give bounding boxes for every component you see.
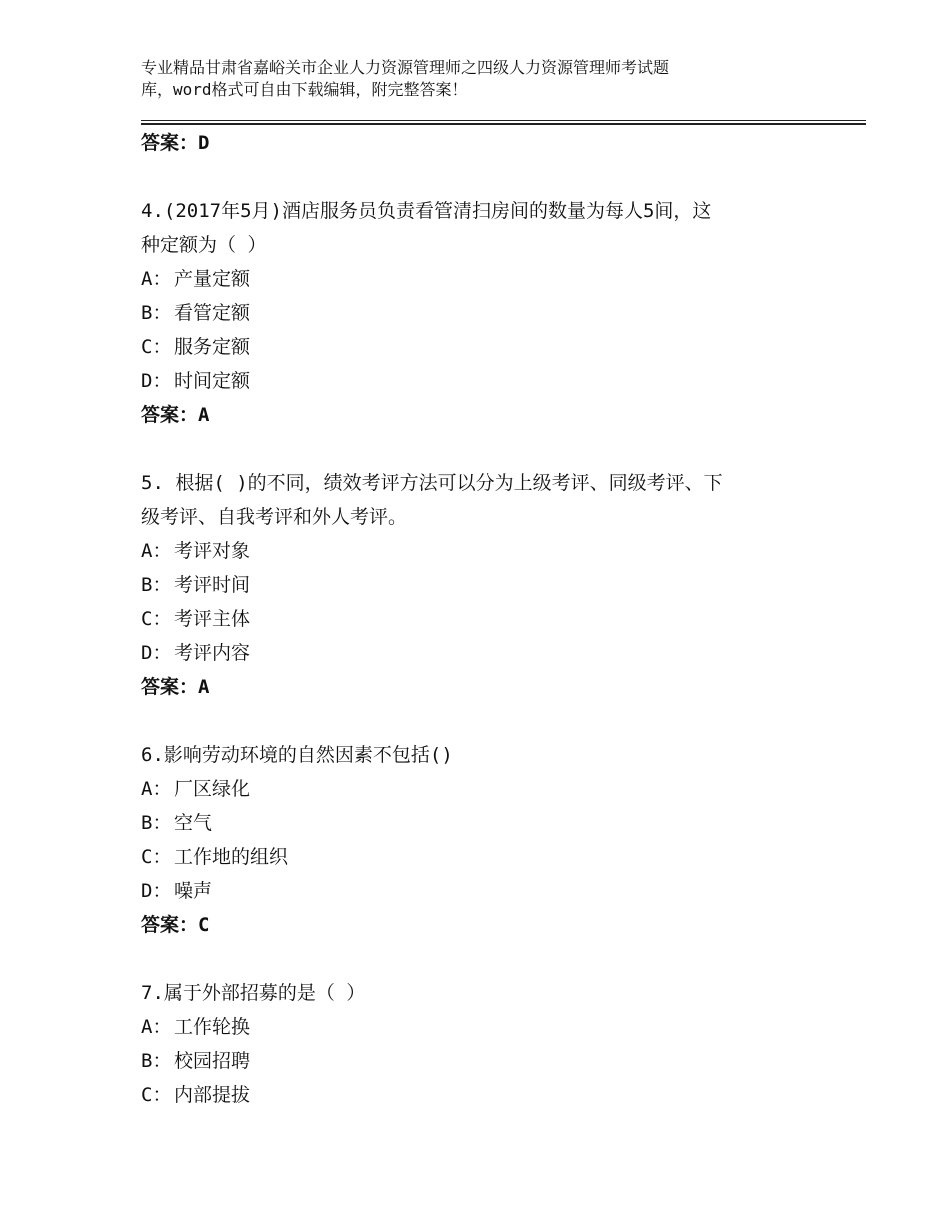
question-stem-line: 级考评、自我考评和外人考评。 xyxy=(141,506,408,528)
question-block xyxy=(141,738,841,942)
option-text: 时间定额 xyxy=(174,370,251,392)
option-line xyxy=(141,636,841,670)
option-line xyxy=(141,602,841,636)
option-line xyxy=(141,364,841,398)
answer-line: 答案：A xyxy=(141,676,210,698)
question-gap xyxy=(141,432,841,466)
header-line-2: 库，word格式可自由下载编辑，附完整答案！ xyxy=(141,80,468,99)
option-text: 工作地的组织 xyxy=(174,846,289,868)
option-line xyxy=(141,568,841,602)
option-key: A： xyxy=(141,1016,172,1038)
question-block xyxy=(141,194,841,432)
option-key: C： xyxy=(141,1084,172,1106)
question-block xyxy=(141,466,841,704)
option-text: 空气 xyxy=(174,812,213,834)
option-key: B： xyxy=(141,302,172,324)
answer-line: 答案：A xyxy=(141,404,210,426)
header-line-1: 专业精品甘肃省嘉峪关市企业人力资源管理师之四级人力资源管理师考试题 xyxy=(141,58,670,77)
question-gap xyxy=(141,942,841,976)
option-text: 厂区绿化 xyxy=(174,778,251,800)
option-line xyxy=(141,772,841,806)
option-line xyxy=(141,840,841,874)
question-stem-line: 6.影响劳动环境的自然因素不包括() xyxy=(141,744,453,766)
question-stem-line: 种定额为（ ） xyxy=(141,234,267,256)
option-text: 工作轮换 xyxy=(174,1016,251,1038)
option-key: D： xyxy=(141,880,172,902)
document-header xyxy=(141,57,861,101)
option-key: B： xyxy=(141,574,172,596)
option-key: C： xyxy=(141,336,172,358)
option-text: 考评对象 xyxy=(174,540,251,562)
option-text: 噪声 xyxy=(174,880,213,902)
question-block xyxy=(141,976,841,1112)
question-stem-line: 5. 根据( )的不同，绩效考评方法可以分为上级考评、同级考评、下 xyxy=(141,472,723,494)
header-rule xyxy=(141,120,866,125)
option-text: 服务定额 xyxy=(174,336,251,358)
option-line xyxy=(141,296,841,330)
question-list xyxy=(141,126,841,1112)
option-key: B： xyxy=(141,812,172,834)
option-line xyxy=(141,1078,841,1112)
option-text: 考评内容 xyxy=(174,642,251,664)
option-text: 校园招聘 xyxy=(174,1050,251,1072)
option-line xyxy=(141,874,841,908)
option-key: D： xyxy=(141,370,172,392)
answer-line: 答案：D xyxy=(141,132,210,154)
question-stem-line: 4.(2017年5月)酒店服务员负责看管清扫房间的数量为每人5间，这 xyxy=(141,200,712,222)
option-key: D： xyxy=(141,642,172,664)
option-text: 产量定额 xyxy=(174,268,251,290)
option-key: A： xyxy=(141,540,172,562)
question-gap xyxy=(141,704,841,738)
option-key: C： xyxy=(141,608,172,630)
option-line xyxy=(141,806,841,840)
option-key: A： xyxy=(141,778,172,800)
option-line xyxy=(141,330,841,364)
option-line xyxy=(141,534,841,568)
option-key: B： xyxy=(141,1050,172,1072)
option-line xyxy=(141,262,841,296)
option-text: 考评主体 xyxy=(174,608,251,630)
question-gap xyxy=(141,160,841,194)
option-text: 考评时间 xyxy=(174,574,251,596)
option-key: A： xyxy=(141,268,172,290)
option-line xyxy=(141,1044,841,1078)
answer-line: 答案：C xyxy=(141,914,210,936)
option-key: C： xyxy=(141,846,172,868)
option-line xyxy=(141,1010,841,1044)
option-text: 看管定额 xyxy=(174,302,251,324)
option-text: 内部提拔 xyxy=(174,1084,251,1106)
question-stem-line: 7.属于外部招募的是（ ） xyxy=(141,982,366,1004)
